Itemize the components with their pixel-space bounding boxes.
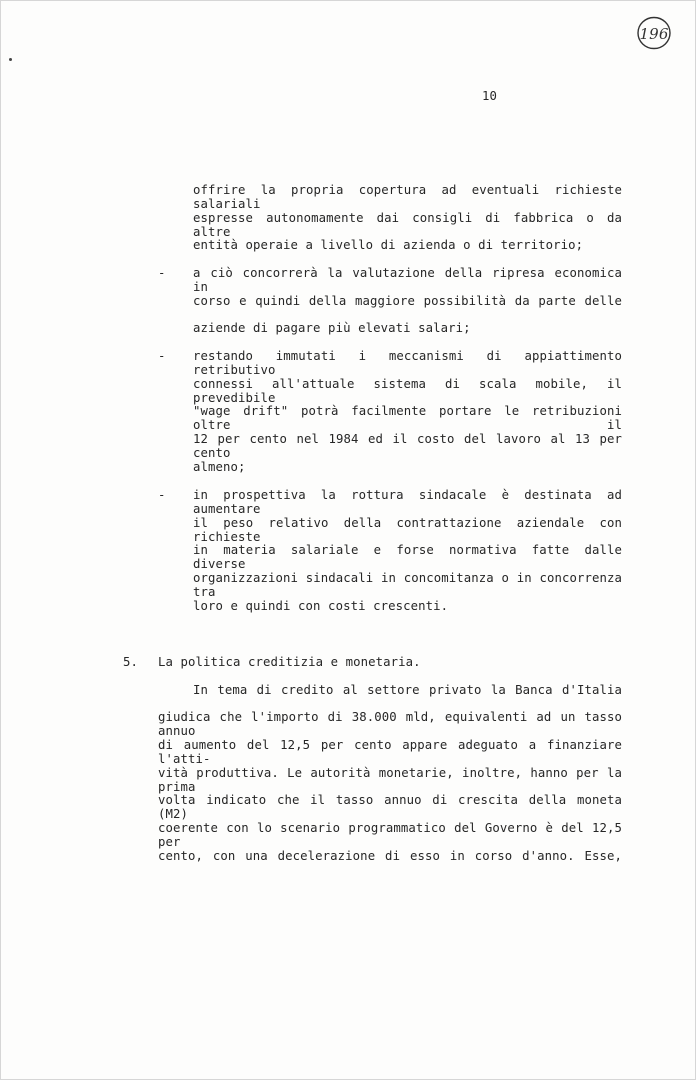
speck-mark bbox=[9, 58, 12, 61]
svg-text:196: 196 bbox=[639, 25, 669, 43]
bullet-2-line-4: 12 per cento nel 1984 ed il costo del lavoro al 13 per cento bbox=[193, 432, 622, 460]
section-paragraph-line-2: giudica che l'importo di 38.000 mld, equivalenti ad un tasso annuo bbox=[158, 710, 622, 738]
bullet-2-line-3: "wage drift" potrà facilmente portare le retribuzioni oltre il bbox=[193, 404, 622, 432]
bullet-1-line-1: a ciò concorrerà la valutazione della ripresa economica in bbox=[193, 266, 622, 294]
section-paragraph-line-4: vità produttiva. Le autorità monetarie, inoltre, hanno per la prima bbox=[158, 766, 622, 794]
section-paragraph-line-6: coerente con lo scenario programmatico del Governo è del 12,5 per bbox=[158, 821, 622, 849]
continuation-line-3: entità operaie a livello di azienda o di territorio; bbox=[193, 238, 584, 252]
section-paragraph-line-5: volta indicato che il tasso annuo di crescita della moneta (M2) bbox=[158, 793, 622, 821]
bullet-3-line-2: il peso relativo della contrattazione aziendale con richieste bbox=[193, 516, 622, 544]
page-number: 10 bbox=[482, 89, 498, 103]
bullet-2-line-1: restando immutati i meccanismi di appiattimento retributivo bbox=[193, 349, 622, 377]
section-title: La politica creditizia e monetaria. bbox=[158, 655, 421, 669]
bullet-1-line-3: aziende di pagare più elevati salari; bbox=[193, 321, 471, 335]
bullet-2-line-2: connessi all'attuale sistema di scala mobile, il prevedibile bbox=[193, 377, 622, 405]
section-paragraph-line-3: di aumento del 12,5 per cento appare adeguato a finanziare l'atti- bbox=[158, 738, 622, 766]
bullet-dash-3: - bbox=[158, 488, 166, 502]
page-stamp bbox=[636, 15, 672, 51]
bullet-dash-2: - bbox=[158, 349, 166, 363]
bullet-3-line-1: in prospettiva la rottura sindacale è destinata ad aumentare bbox=[193, 488, 622, 516]
bullet-1-line-2: corso e quindi della maggiore possibilità da parte delle bbox=[193, 294, 622, 308]
bullet-dash-1: - bbox=[158, 266, 166, 280]
continuation-line-2: espresse autonomamente dai consigli di fabbrica o da altre bbox=[193, 211, 622, 239]
bullet-3-line-5: loro e quindi con costi crescenti. bbox=[193, 599, 449, 613]
continuation-line-1: offrire la propria copertura ad eventuali richieste salariali bbox=[193, 183, 622, 211]
section-paragraph-line-7: cento, con una decelerazione di esso in corso d'anno. Esse, bbox=[158, 849, 622, 863]
bullet-2-line-5: almeno; bbox=[193, 460, 246, 474]
section-number: 5. bbox=[123, 655, 139, 669]
bullet-3-line-4: organizzazioni sindacali in concomitanza o in concorrenza tra bbox=[193, 571, 622, 599]
bullet-3-line-3: in materia salariale e forse normativa fatte dalle diverse bbox=[193, 543, 622, 571]
section-paragraph-line-1: In tema di credito al settore privato la Banca d'Italia bbox=[193, 683, 622, 697]
